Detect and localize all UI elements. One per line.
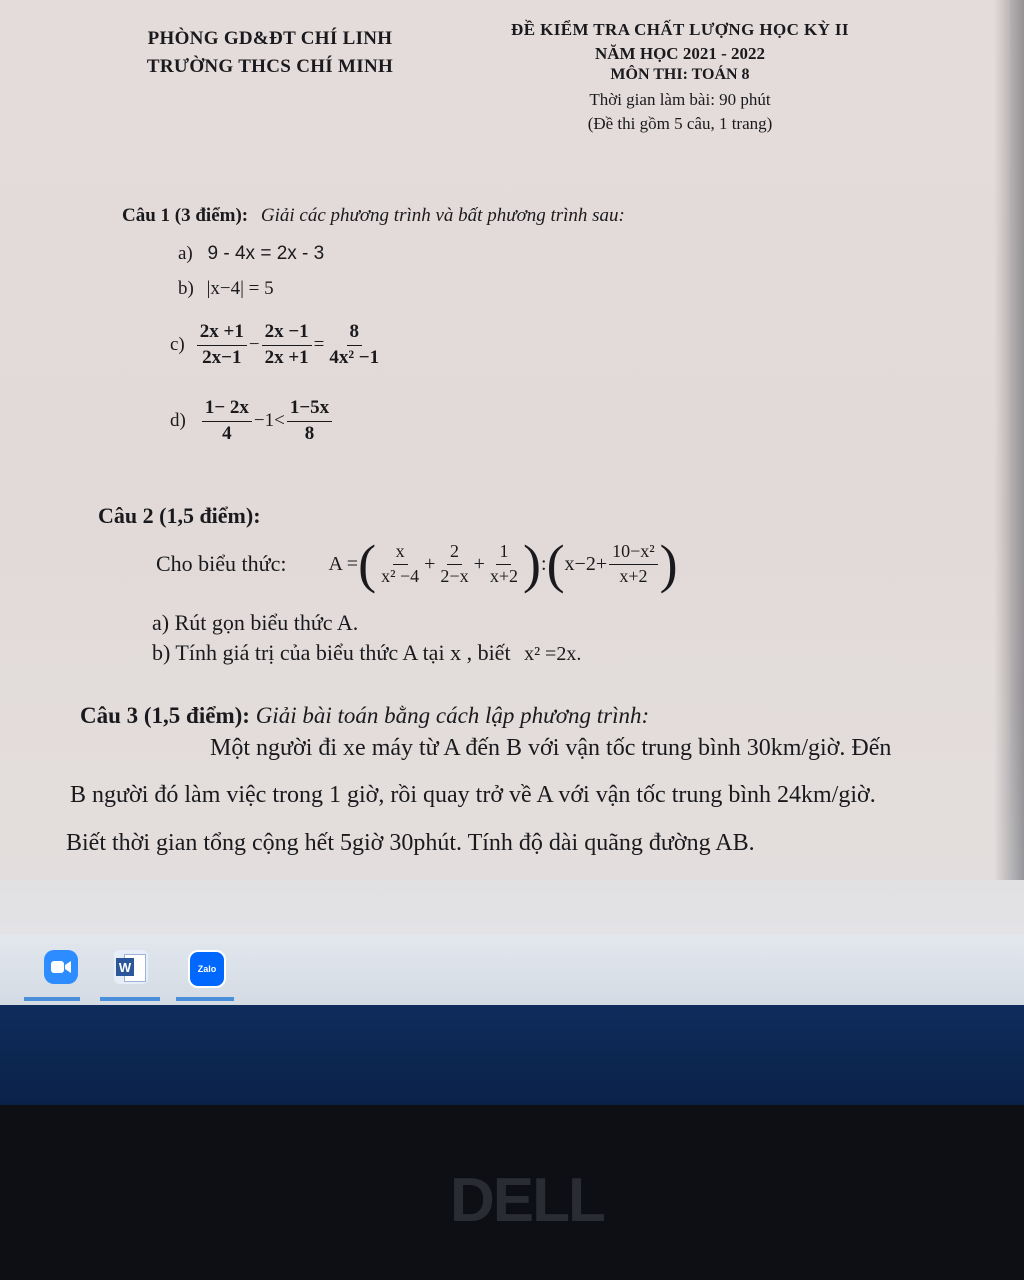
school-header — [100, 28, 440, 78]
item-label: c) — [170, 334, 185, 356]
denominator: x+2 — [619, 565, 648, 586]
taskbar — [0, 935, 1024, 1005]
monitor-bezel — [0, 1005, 1024, 1105]
exam-structure: (Đề thi gồm 5 câu, 1 trang) — [587, 114, 773, 133]
exam-header — [470, 20, 890, 134]
left-paren: ( — [358, 534, 377, 594]
question-1a — [178, 243, 324, 265]
question-2-expression — [156, 528, 678, 600]
equation: |x−4| = 5 — [206, 278, 274, 299]
equation: 9 - 4x = 2x - 3 — [207, 243, 325, 264]
question-1-prompt: Giải các phương trình và bất phương trình sau: — [260, 205, 625, 226]
zalo-label: Zalo — [197, 964, 217, 974]
zoom-app-icon[interactable] — [44, 950, 78, 984]
fraction — [326, 322, 382, 369]
numerator: 10−x² — [609, 542, 658, 565]
item-label: a) — [178, 243, 193, 264]
denominator: 2−x — [440, 565, 469, 586]
item-label: b) — [178, 278, 194, 299]
fraction — [378, 542, 422, 587]
question-3-title: Câu 3 (1,5 điểm): — [80, 703, 250, 728]
operator: + — [424, 552, 436, 575]
exam-duration: Thời gian làm bài: 90 phút — [589, 90, 771, 109]
numerator: 1 — [496, 542, 511, 565]
zalo-app-icon[interactable] — [188, 950, 226, 988]
zalo-active-indicator — [176, 997, 234, 1001]
question-1b — [178, 278, 274, 300]
operator: = — [313, 334, 325, 356]
word-active-indicator — [100, 997, 160, 1001]
numerator: 1−5x — [287, 398, 332, 422]
fraction — [609, 542, 658, 587]
word-letter: W — [116, 958, 134, 976]
fraction — [487, 542, 521, 587]
numerator: 2 — [447, 542, 462, 565]
inner-term: x−2+ — [564, 552, 608, 575]
question-3-prompt: Giải bài toán bằng cách lập phương trình: — [255, 703, 650, 728]
numerator: 8 — [347, 322, 363, 346]
numerator: 2x +1 — [197, 322, 247, 346]
question-1c — [170, 322, 384, 369]
question-3-line-2: B người đó làm việc trong 1 giờ, rồi quay trở về A với vận tốc trung bình 24km/giờ. — [70, 782, 876, 808]
expression-name: A = — [328, 552, 359, 575]
denominator: x+2 — [489, 565, 519, 586]
question-3-line-1: Một người đi xe máy từ A đến B với vận tốc trung bình 30km/giờ. Đến — [210, 735, 892, 761]
department-name: PHÒNG GD&ĐT CHÍ LINH — [147, 28, 393, 49]
question-2b — [152, 640, 581, 666]
fraction — [197, 322, 247, 369]
numerator: x — [393, 542, 408, 565]
denominator: 4 — [222, 422, 232, 444]
operator: : — [541, 552, 547, 575]
question-2-title: Câu 2 (1,5 điểm): — [98, 503, 261, 528]
operator: −1< — [253, 410, 285, 432]
denominator: x² −4 — [381, 565, 420, 586]
part-b-text: b) Tính giá trị của biểu thức A tại x , biết — [152, 640, 511, 665]
exam-title: ĐỀ KIỂM TRA CHẤT LƯỢNG HỌC KỲ II — [511, 20, 849, 39]
school-name: TRƯỜNG THCS CHÍ MINH — [146, 56, 394, 77]
denominator: 2x−1 — [202, 346, 242, 368]
left-paren: ( — [546, 534, 565, 594]
denominator: 8 — [304, 422, 315, 444]
operator: + — [473, 552, 485, 575]
right-paren: ) — [523, 534, 541, 594]
question-1-heading — [122, 205, 625, 227]
part-b-condition: x² =2x. — [524, 643, 582, 665]
fraction — [287, 398, 332, 445]
item-label: d) — [170, 410, 186, 432]
numerator: 2x −1 — [262, 322, 312, 346]
fraction — [202, 398, 252, 445]
numerator: 1− 2x — [202, 398, 252, 422]
fraction — [437, 542, 471, 587]
question-3-heading — [80, 703, 649, 729]
dell-logo: DELL — [450, 1166, 604, 1235]
expression-lead: Cho biểu thức: — [156, 551, 287, 576]
question-1-title: Câu 1 (3 điểm): — [122, 205, 249, 226]
school-year: NĂM HỌC 2021 - 2022 — [595, 44, 765, 63]
question-2a: a) Rút gọn biểu thức A. — [152, 610, 359, 635]
denominator: 2x +1 — [264, 346, 309, 368]
question-3-line-3: Biết thời gian tổng cộng hết 5giờ 30phút. Tính độ dài quãng đường AB. — [66, 830, 755, 856]
operator: − — [248, 334, 260, 356]
word-app-icon[interactable] — [114, 950, 148, 984]
zoom-active-indicator — [24, 997, 80, 1001]
subject: MÔN THI: TOÁN 8 — [610, 66, 750, 83]
fraction — [262, 322, 312, 369]
right-paren: ) — [659, 534, 678, 594]
question-1d — [170, 398, 334, 445]
denominator: 4x² −1 — [329, 346, 380, 368]
